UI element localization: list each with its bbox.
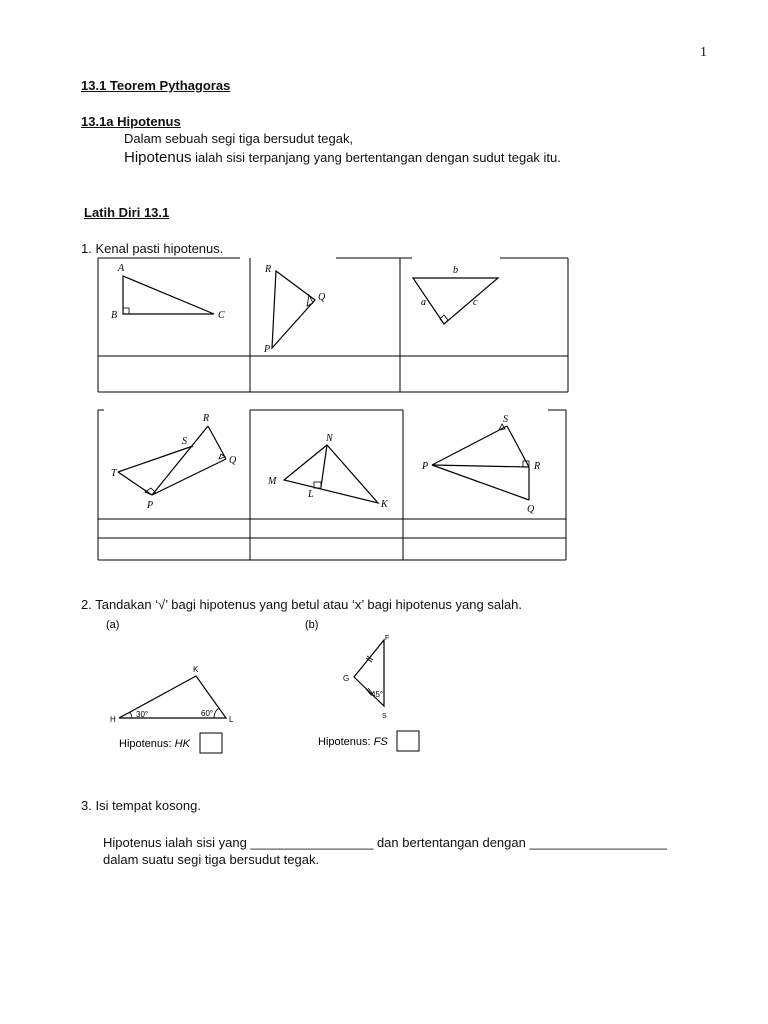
question-2: 2. Tandakan ‘√’ bagi hipotenus yang betul atau ‘x’ bagi hipotenus yang salah.: [81, 597, 523, 612]
label-k: K: [193, 665, 199, 674]
definition-term: Hipotenus: [124, 149, 192, 166]
label-q: Q: [318, 292, 326, 303]
fill-blank-line-1: Hipotenus ialah sisi yang _________________ dan bertentangan dengan ___________________: [103, 835, 667, 850]
figure-a: [106, 619, 234, 753]
label-r: R: [534, 461, 541, 472]
label-l: L: [229, 715, 234, 724]
label-side-b: b: [453, 265, 458, 276]
label-f: F: [385, 635, 390, 642]
label-c: C: [218, 310, 225, 321]
label-t: T: [111, 468, 117, 479]
definition-text: ialah sisi terpanjang yang bertentangan dengan sudut tegak itu.: [191, 150, 561, 165]
label-side-a: a: [421, 297, 426, 308]
triangle-abc-sides: [413, 265, 498, 324]
label-p: P: [422, 461, 429, 472]
label-q: Q: [527, 504, 535, 515]
figure-a-tag: (a): [106, 619, 120, 631]
label-q: Q: [229, 455, 237, 466]
angle-30: 30°: [136, 710, 149, 719]
label-l: L: [308, 489, 314, 500]
label-h: H: [110, 715, 116, 724]
figure-b-tag: (b): [305, 619, 319, 631]
label-m: M: [268, 476, 277, 487]
angle-45: 45°: [371, 690, 384, 699]
triangle-rqp: [263, 264, 326, 355]
label-s: S: [382, 713, 387, 720]
label-a: A: [118, 263, 125, 274]
checkbox-a[interactable]: [200, 733, 222, 753]
triangle-rsqtp: [111, 413, 237, 511]
label-n: N: [326, 433, 333, 444]
definition-line-1: Dalam sebuah segi tiga bersudut tegak,: [124, 131, 354, 146]
question-1: 1. Kenal pasti hipotenus.: [81, 241, 224, 256]
triangle-nmlk: [267, 433, 389, 510]
checkbox-b[interactable]: [397, 731, 419, 751]
question-3: 3. Isi tempat kosong.: [81, 798, 201, 813]
label-g: G: [343, 674, 350, 683]
caption-b: Hipotenus: FS: [318, 736, 388, 748]
subsection-heading: 13.1a Hipotenus: [81, 114, 181, 129]
figure-b: [305, 619, 419, 751]
label-r: R: [265, 264, 272, 275]
label-s: S: [503, 414, 508, 425]
label-p: P: [264, 344, 271, 355]
section-heading: 13.1 Teorem Pythagoras: [81, 78, 231, 93]
label-k: K: [381, 499, 388, 510]
label-b: B: [111, 310, 118, 321]
label-s: S: [182, 436, 187, 447]
page-number: 1: [700, 45, 707, 60]
angle-60: 60°: [201, 709, 214, 718]
label-r: R: [203, 413, 210, 424]
triangle-abc: [111, 263, 225, 321]
caption-a: Hipotenus: HK: [119, 738, 190, 750]
label-side-c: c: [473, 297, 478, 308]
exercise-title: Latih Diri 13.1: [84, 205, 170, 220]
triangle-sprq: [421, 414, 540, 515]
fill-blank-line-2: dalam suatu segi tiga bersudut tegak.: [103, 852, 320, 867]
label-p: P: [147, 500, 154, 511]
